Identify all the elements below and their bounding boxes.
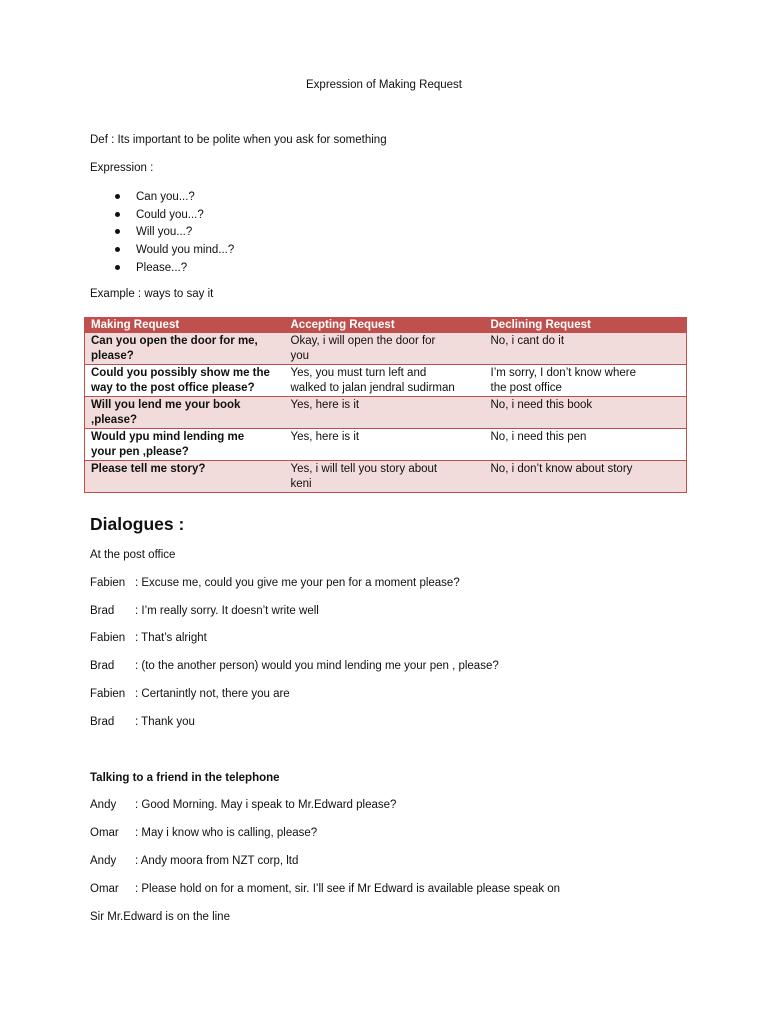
bullet-icon xyxy=(115,212,120,217)
expression-item xyxy=(114,190,234,208)
table-cell: Can you open the door for me, please? xyxy=(85,333,285,365)
dialogue-text: : (to the another person) would you mind lending me your pen , please? xyxy=(135,660,499,672)
dialogue-line xyxy=(90,577,460,589)
dialogue-line xyxy=(90,716,195,728)
dialogue-text: : Excuse me, could you give me your pen for a moment please? xyxy=(135,577,460,589)
expression-text: Would you mind...? xyxy=(136,244,235,257)
table-cell: No, i need this book xyxy=(485,397,687,429)
dialogue-line xyxy=(90,660,499,672)
speaker-name: Andy xyxy=(90,799,117,811)
dialogue-line xyxy=(90,632,207,644)
table-cell: Yes, here is it xyxy=(285,429,485,461)
speaker-name: Omar xyxy=(90,827,119,839)
dialogue-text: : May i know who is calling, please? xyxy=(135,827,318,839)
table-row xyxy=(85,333,687,365)
dialogue-line xyxy=(90,605,319,617)
bullet-icon xyxy=(115,247,120,252)
expression-item xyxy=(114,261,234,279)
expression-label: Expression : xyxy=(90,162,154,174)
speaker-name: Omar xyxy=(90,883,119,895)
expression-item xyxy=(114,243,234,261)
dialogue1-title: At the post office xyxy=(90,549,176,561)
table-cell: Yes, here is it xyxy=(285,397,485,429)
table-cell: No, i cant do it xyxy=(485,333,687,365)
example-label: Example : ways to say it xyxy=(90,288,214,300)
column-header: Declining Request xyxy=(485,318,687,333)
table-cell: No, i don’t know about story xyxy=(485,461,687,493)
speaker-name: Fabien xyxy=(90,577,126,589)
dialogue2-closing: Sir Mr.Edward is on the line xyxy=(90,911,230,923)
table-cell: No, i need this pen xyxy=(485,429,687,461)
request-table xyxy=(84,317,687,493)
table-cell: I’m sorry, I don’t know where the post office xyxy=(485,365,687,397)
expression-text: Can you...? xyxy=(136,191,195,203)
dialogue-line xyxy=(90,799,396,811)
table-cell: Will you lend me your book ,please? xyxy=(85,397,285,429)
dialogue2-title: Talking to a friend in the telephone xyxy=(90,772,280,784)
dialogue-text: : Certanintly not, there you are xyxy=(135,688,290,700)
expression-text: Please...? xyxy=(136,261,188,274)
expression-item xyxy=(114,225,234,243)
table-body xyxy=(85,333,687,493)
dialogue-line xyxy=(90,883,560,895)
table-cell: Would ypu mind lending me your pen ,please? xyxy=(85,429,285,461)
document-title: Expression of Making Request xyxy=(306,79,462,91)
speaker-name: Andy xyxy=(90,855,117,867)
bullet-icon xyxy=(115,229,120,234)
dialogue-text: : Good Morning. May i speak to Mr.Edward please? xyxy=(135,799,397,811)
table-cell: Okay, i will open the door for you xyxy=(285,333,485,365)
table-row xyxy=(85,397,687,429)
table-row xyxy=(85,365,687,397)
dialogue-text: : That’s alright xyxy=(135,632,207,644)
speaker-name: Fabien xyxy=(90,688,126,700)
dialogue-text: : I’m really sorry. It doesn’t write well xyxy=(135,605,319,617)
expression-item xyxy=(114,208,234,226)
dialogue-line xyxy=(90,688,290,700)
dialogue-line xyxy=(90,827,317,839)
bullet-icon xyxy=(115,265,120,270)
table-cell: Yes, i will tell you story about keni xyxy=(285,461,485,493)
bullet-icon xyxy=(115,194,120,199)
expression-text: Will you...? xyxy=(136,226,193,239)
table-row xyxy=(85,429,687,461)
table-row xyxy=(85,461,687,493)
expression-list xyxy=(114,190,234,278)
speaker-name: Fabien xyxy=(90,632,126,644)
column-header: Accepting Request xyxy=(285,318,485,333)
speaker-name: Brad xyxy=(90,605,115,617)
table-cell: Could you possibly show me the way to the post office please? xyxy=(85,365,285,397)
definition-text: Def : Its important to be polite when you ask for something xyxy=(90,134,387,146)
dialogue-line xyxy=(90,855,298,867)
speaker-name: Brad xyxy=(90,660,115,672)
dialogues-heading: Dialogues : xyxy=(90,514,185,534)
table-cell: Please tell me story? xyxy=(85,461,285,493)
column-header: Making Request xyxy=(85,318,285,333)
table-header-row xyxy=(85,318,687,333)
expression-text: Could you...? xyxy=(136,208,204,221)
dialogue-text: : Andy moora from NZT corp, ltd xyxy=(135,855,299,867)
speaker-name: Brad xyxy=(90,716,115,728)
dialogue-text: : Thank you xyxy=(135,716,195,728)
dialogue-text: : Please hold on for a moment, sir. I’ll see if Mr Edward is available please speak on xyxy=(135,883,561,895)
table-cell: Yes, you must turn left and walked to jalan jendral sudirman xyxy=(285,365,485,397)
